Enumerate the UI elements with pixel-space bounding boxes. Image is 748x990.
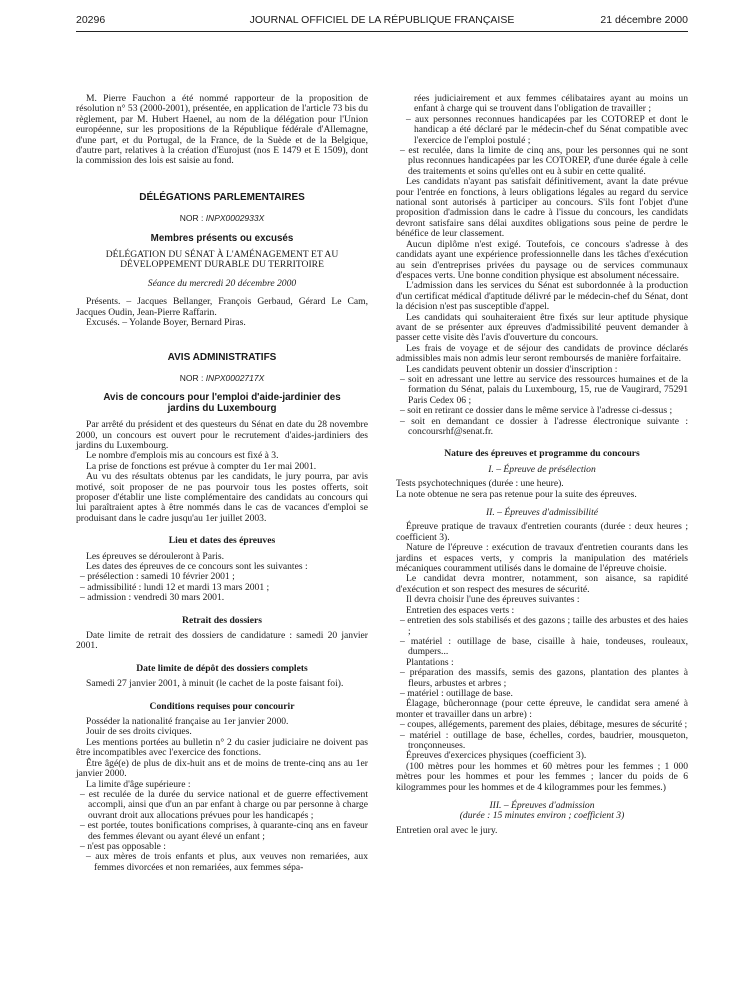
body-paragraph: Épreuve pratique de travaux d'entretien courants (durée : deux heures ; coefficient 3).	[396, 521, 688, 543]
membres-heading: Membres présents ou excusés	[150, 232, 294, 244]
section-heading: Retrait des dossiers	[182, 614, 262, 626]
body-paragraph: Jouir de ses droits civiques.	[86, 726, 192, 738]
subsection-heading: III. – Épreuves d'admission	[489, 800, 595, 811]
body-paragraph: Les mentions portées au bulletin n° 2 du casier judiciaire ne doivent pas être incompatibles avec l'exercice des fonctions.	[76, 736, 368, 759]
body-paragraph: Entretien oral avec le jury.	[396, 824, 498, 836]
body-paragraph: Samedi 27 janvier 2001, à minuit (le cachet de la poste faisant foi).	[86, 678, 344, 690]
body-paragraph: Les candidats qui souhaiteraient être fixés sur leur aptitude physique avant de se présenter aux épreuves d'admissibilité peuvent demander à passer cette visite dès l'avis d'ouverture du concours.	[396, 311, 688, 344]
section-heading: Date limite de dépôt des dossiers complets	[136, 662, 308, 674]
body-paragraph: Entretien des espaces verts :	[406, 604, 515, 616]
list-item: – matériel : outillage de base, échelles, cordes, baudrier, mousqueton, tronçonneuses.	[400, 729, 688, 751]
body-paragraph: La limite d'âge supérieure :	[86, 778, 191, 790]
list-item: – entretien des sols stabilisés et des gazons ; taille des arbustes et des haies ;	[400, 615, 688, 637]
list-item: – préparation des massifs, semis des gazons, plantation des plantes à fleurs, arbustes et arbres ;	[400, 667, 688, 689]
body-paragraph: Posséder la nationalité française au 1er janvier 2000.	[86, 716, 289, 728]
list-item: – est portée, toutes bonifications comprises, à quarante-cinq ans en faveur des femmes élevant ou ayant élevé un enfant ;	[80, 820, 368, 842]
section-heading: Nature des épreuves et programme du concours	[444, 448, 640, 460]
seance-date: Séance du mercredi 20 décembre 2000	[147, 277, 297, 289]
body-paragraph: Tests psychotechniques (durée : une heure).	[396, 478, 564, 490]
body-paragraph: L'admission dans les services du Sénat est subordonnée à la production d'un certificat médical d'aptitude délivré par le médecin-chef du Sénat, dont la décision n'est pas susceptible d'appel.	[396, 280, 688, 313]
body-paragraph: Les dates des épreuves de ce concours sont les suivantes :	[86, 561, 308, 572]
list-item: – admissibilité : lundi 12 et mardi 13 mars 2001 ;	[80, 581, 270, 593]
body-paragraph: La note obtenue ne sera pas retenue pour la suite des épreuves.	[396, 488, 637, 500]
delegation-name: DÉLÉGATION DU SÉNAT À L'AMÉNAGEMENT ET AU DÉVELOPPEMENT DURABLE DU TERRITOIRE	[105, 249, 339, 271]
body-paragraph: Plantations :	[406, 656, 454, 668]
list-item: – soit en demandant ce dossier à l'adresse électronique suivante : concoursrhf@senat.fr.	[400, 415, 688, 437]
avis-heading: AVIS ADMINISTRATIFS	[167, 351, 277, 363]
excuses-list: Excusés. – Yolande Boyer, Bernard Piras.	[86, 317, 246, 329]
list-item: – aux personnes reconnues handicapées par les COTOREP et dont le handicap a été déclaré par le médecin-chef du Sénat compatible avec l'exercice de l'emploi postulé ;	[406, 113, 688, 146]
body-paragraph: Les frais de voyage et de séjour des candidats de province déclarés admissibles mais non admis leur seront remboursés de manière forfaitaire.	[396, 342, 688, 365]
body-paragraph: Aucun diplôme n'est exigé. Toutefois, ce concours s'adresse à des candidats ayant une expérience professionnelle dans les tâches d'exécution au sein d'entreprises privées du paysage ou de services communaux d'espaces verts. Une bonne condition physique est absolument nécessaire.	[396, 238, 688, 281]
left-column	[76, 94, 368, 873]
issue-date: 21 décembre 2000	[600, 14, 688, 26]
body-paragraph: Le nombre d'emplois mis au concours est fixé à 3.	[86, 450, 279, 462]
body-paragraph: Épreuves d'exercices physiques (coefficient 3).	[406, 750, 587, 762]
body-paragraph: Les épreuves se dérouleront à Paris.	[86, 550, 224, 562]
list-item: – matériel : outillage de base.	[400, 687, 513, 699]
page-number: 20296	[76, 14, 106, 26]
list-item: – soit en retirant ce dossier dans le même service à l'adresse ci-dessus ;	[400, 405, 673, 417]
rapporteur-paragraph: M. Pierre Fauchon a été nommé rapporteur de la proposition de résolution n° 53 (2000-2001), présentée, en application de l'article 73 bis du règlement, par M. Hubert Haenel, au nom de la délégation pour l'Union européenne, sur les propositions de la République fédérale d'Allemagne, d'une part, et du Portugal, de la France, de la Suède et de la Belgique, d'autre part, relatives à la création d'Eurojust (nos E 1479 et E 1509), dont la commission des lois est saisie au fond.	[76, 93, 368, 167]
list-item: – admission : vendredi 30 mars 2001.	[80, 592, 225, 604]
body-paragraph: La prise de fonctions est prévue à compter du 1er mai 2001.	[86, 460, 317, 472]
list-item: – aux mères de trois enfants et plus, aux veuves non remariées, aux femmes divorcées et non remariées, aux femmes sépa-	[86, 851, 368, 873]
body-paragraph: Élagage, bûcheronnage (pour cette épreuve, le candidat sera amené à monter et travailler dans un arbre) :	[396, 698, 688, 720]
body-paragraph: Par arrêté du président et des questeurs du Sénat en date du 28 novembre 2000, un concours est ouvert pour le recrutement d'aides-jardiniers des jardins du Luxembourg.	[76, 419, 368, 451]
header-rule	[76, 31, 688, 32]
avis-subtitle: Avis de concours pour l'emploi d'aide-jardinier des jardins du Luxembourg	[103, 392, 341, 414]
section-heading: Conditions requises pour concourir	[149, 700, 295, 712]
body-paragraph: Être âgé(e) de plus de dix-huit ans et de moins de trente-cinq ans au 1er janvier 2000.	[76, 757, 368, 780]
body-paragraph: (100 mètres pour les hommes et 60 mètres pour les femmes ; 1 000 mètres pour les hommes et pour les femmes ; lancer du poids de 6 kilogrammes pour les hommes et de 4 kilogrammes pour les femmes.)	[396, 760, 688, 793]
page-header	[76, 14, 688, 30]
subsection-note: (durée : 15 minutes environ ; coefficient 3)	[459, 810, 625, 822]
body-paragraph: Date limite de retrait des dossiers de candidature : samedi 20 janvier 2001.	[76, 630, 368, 652]
delegations-heading: DÉLÉGATIONS PARLEMENTAIRES	[139, 191, 305, 203]
list-item: – est reculée de la durée du service national et de guerre effectivement accompli, ainsi que d'un an par enfant à charge ou par personne à charge ouvrant droit aux allocations prévues pour les handicapés ;	[80, 788, 368, 821]
subsection-heading: II. – Épreuves d'admissibilité	[485, 507, 598, 519]
right-column	[396, 94, 688, 836]
body-paragraph: Le candidat devra montrer, notamment, son aisance, sa rapidité d'exécution et son respect des mesures de sécurité.	[396, 573, 688, 595]
journal-title: JOURNAL OFFICIEL DE LA RÉPUBLIQUE FRANÇAISE	[249, 14, 515, 26]
list-item: – soit en adressant une lettre au service des ressources humaines et de la formation du Sénat, palais du Luxembourg, 15, rue de Vaugirard, 75291 Paris Cedex 06 ;	[400, 373, 688, 406]
list-item: rées judiciairement et aux femmes célibataires ayant au moins un enfant à charge qui se trouvent dans l'obligation de travailler ;	[414, 93, 688, 115]
list-item: – coupes, allégements, parement des plaies, débitage, mesures de sécurité ;	[400, 719, 688, 731]
body-paragraph: Nature de l'épreuve : exécution de travaux d'entretien courants dans les jardins et espaces verts, y compris la manipulation des matériels mécaniques couramment utilisés dans le domaine de l'épreuve choisie.	[396, 542, 688, 575]
body-paragraph: Les candidats peuvent obtenir un dossier d'inscription :	[406, 363, 618, 375]
nor-reference: NOR : INPX0002717X	[179, 372, 265, 383]
body-paragraph: Les candidats n'ayant pas satisfait définitivement, avant la date prévue pour l'entrée en fonctions, à leurs obligations légales au regard du service national sont autorisés à participer au concours. S'ils font l'objet d'une proposition d'admission dans le cadre à l'issue du concours, les candidats devront satisfaire sans délai auxdites obligations sous peine de perdre le bénéfice de leur classement.	[396, 176, 688, 240]
list-item: – présélection : samedi 10 février 2001 ;	[80, 571, 235, 583]
section-heading: Lieu et dates des épreuves	[168, 535, 276, 547]
body-paragraph: Il devra choisir l'une des épreuves suivantes :	[406, 594, 580, 606]
list-item: – n'est pas opposable :	[80, 840, 166, 852]
list-item: – matériel : outillage de base, cisaille à haie, tondeuses, rouleaux, dumpers...	[400, 635, 688, 658]
presents-list: Présents. – Jacques Bellanger, François Gerbaud, Gérard Le Cam, Jacques Oudin, Jean-Pierre Raffarin.	[76, 296, 368, 318]
body-paragraph: Au vu des résultats obtenus par les candidats, le jury pourra, par avis motivé, soit proposer de ne pas pourvoir tous les postes offerts, soit proposer d'établir une liste complémentaire des candidats au concours qui lui paraîtraient aptes à être nommés dans le cas de vacances d'emploi se produisant dans le cadre jusqu'au 1er juillet 2003.	[76, 471, 368, 524]
subsection-heading: I. – Épreuve de présélection	[488, 463, 596, 475]
list-item: – est reculée, dans la limite de cinq ans, pour les personnes qui ne sont plus reconnues handicapées par les COTOREP, d'une durée égale à celle des traitements et soins qu'elles ont eu à subir en cette qualité.	[400, 145, 688, 177]
nor-reference: NOR : INPX0002933X	[179, 213, 265, 224]
